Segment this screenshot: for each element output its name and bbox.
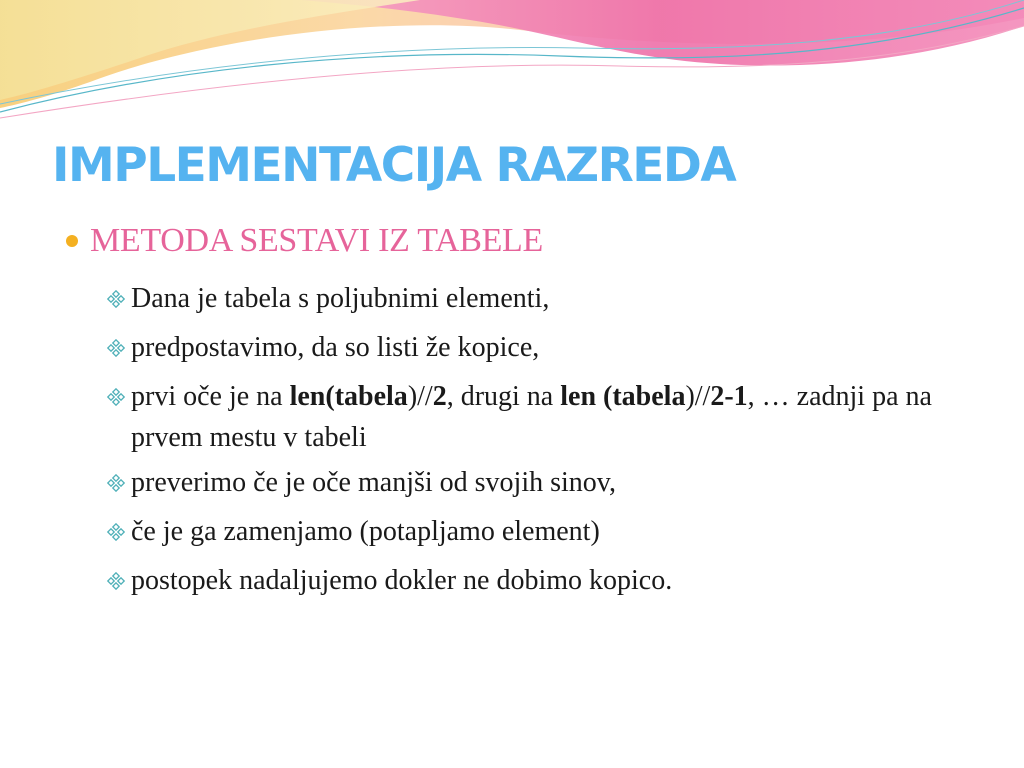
text-run: predpostavimo, da so listi že kopice, xyxy=(131,332,540,363)
text-run: )// xyxy=(407,381,433,412)
text-run: prvi oče je na xyxy=(131,381,290,412)
list-item-text xyxy=(131,327,1007,368)
list-item-text xyxy=(131,376,1007,458)
text-run: Dana je tabela s poljubnimi elementi, xyxy=(131,283,550,314)
list-item-text xyxy=(131,462,1007,503)
list-item xyxy=(107,511,1007,552)
text-run: , drugi na xyxy=(446,381,561,412)
decorative-wave-band xyxy=(0,0,1024,140)
four-diamond-bullet-icon xyxy=(107,462,131,503)
list-item-text xyxy=(131,278,1007,319)
list-item xyxy=(107,376,1007,458)
slide-title: IMPLEMENTACIJA RAZREDA xyxy=(52,138,736,193)
text-run-bold: len(tabela xyxy=(289,381,408,412)
four-diamond-bullet-icon xyxy=(107,278,131,319)
text-run-bold: len (tabela xyxy=(560,381,686,412)
bullet-list xyxy=(107,278,1007,609)
four-diamond-bullet-icon xyxy=(107,376,131,417)
text-run: če je ga zamenjamo (potapljamo element) xyxy=(131,516,600,547)
text-run-bold: 2-1 xyxy=(710,381,748,412)
four-diamond-bullet-icon xyxy=(107,327,131,368)
list-item-text xyxy=(131,560,1007,601)
list-item xyxy=(107,560,1007,601)
list-item xyxy=(107,462,1007,503)
dot-bullet-icon xyxy=(66,235,78,247)
text-run: preverimo če je oče manjši od svojih sinov, xyxy=(131,467,616,498)
text-run: postopek nadaljujemo dokler ne dobimo kopico. xyxy=(131,565,673,596)
text-run: , … zadnji pa na prvem mestu v tabeli xyxy=(131,381,932,453)
four-diamond-bullet-icon xyxy=(107,511,131,552)
list-item xyxy=(107,278,1007,319)
level1-bullet-row xyxy=(66,222,543,260)
text-run-bold: 2 xyxy=(432,381,447,412)
list-item-text xyxy=(131,511,1007,552)
text-run: )// xyxy=(685,381,711,412)
four-diamond-bullet-icon xyxy=(107,560,131,601)
section-heading: METODA SESTAVI IZ TABELE xyxy=(90,222,543,259)
list-item xyxy=(107,327,1007,368)
